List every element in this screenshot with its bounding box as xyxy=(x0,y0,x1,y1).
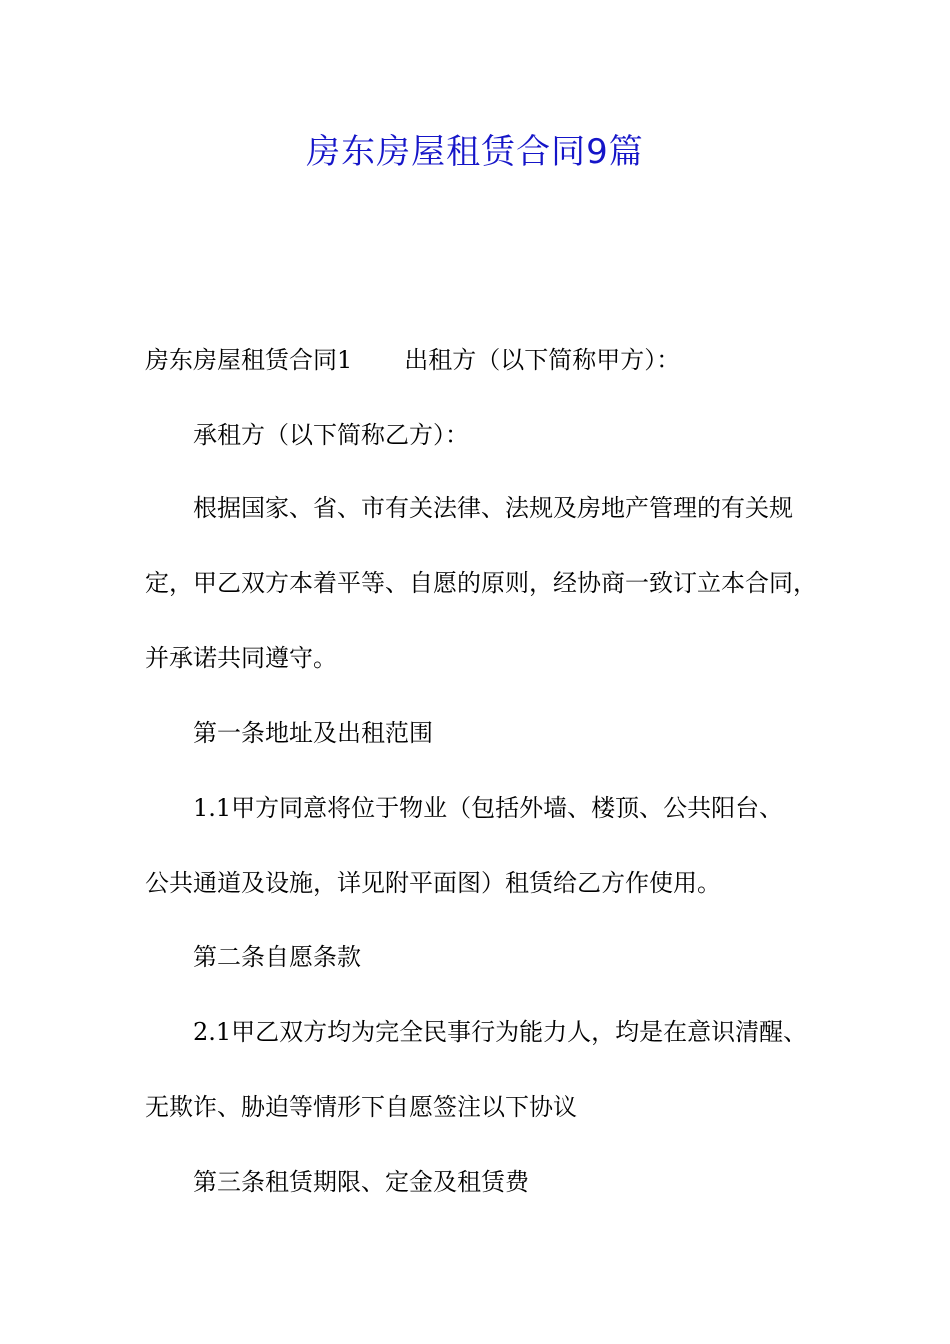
paragraph-line: 1.1甲方同意将位于物业（包括外墙、楼顶、公共阳台、 xyxy=(193,794,784,822)
paragraph-line: 并承诺共同遵守。 xyxy=(145,644,337,672)
paragraph-line: 无欺诈、胁迫等情形下自愿签注以下协议 xyxy=(145,1093,577,1121)
lessee-label: 承租方（以下简称乙方）： xyxy=(193,421,469,449)
lessor-label: 出租方（以下简称甲方）： xyxy=(404,346,681,374)
article-heading: 第三条租赁期限、定金及租赁费 xyxy=(193,1168,529,1196)
paragraph-line: 根据国家、省、市有关法律、法规及房地产管理的有关规 xyxy=(193,494,793,522)
document-title: 房东房屋租赁合同9篇 xyxy=(306,132,644,172)
article-heading: 第一条地址及出租范围 xyxy=(193,719,433,747)
contract-number-heading: 房东房屋租赁合同1 xyxy=(145,346,353,374)
paragraph-line: 2.1甲乙双方均为完全民事行为能力人，均是在意识清醒、 xyxy=(193,1018,808,1046)
contract-heading-line xyxy=(145,343,825,377)
paragraph-line: 公共通道及设施，详见附平面图）租赁给乙方作使用。 xyxy=(145,869,721,897)
paragraph-line: 定，甲乙双方本着平等、自愿的原则，经协商一致订立本合同， xyxy=(145,569,817,597)
article-heading: 第二条自愿条款 xyxy=(193,943,361,971)
